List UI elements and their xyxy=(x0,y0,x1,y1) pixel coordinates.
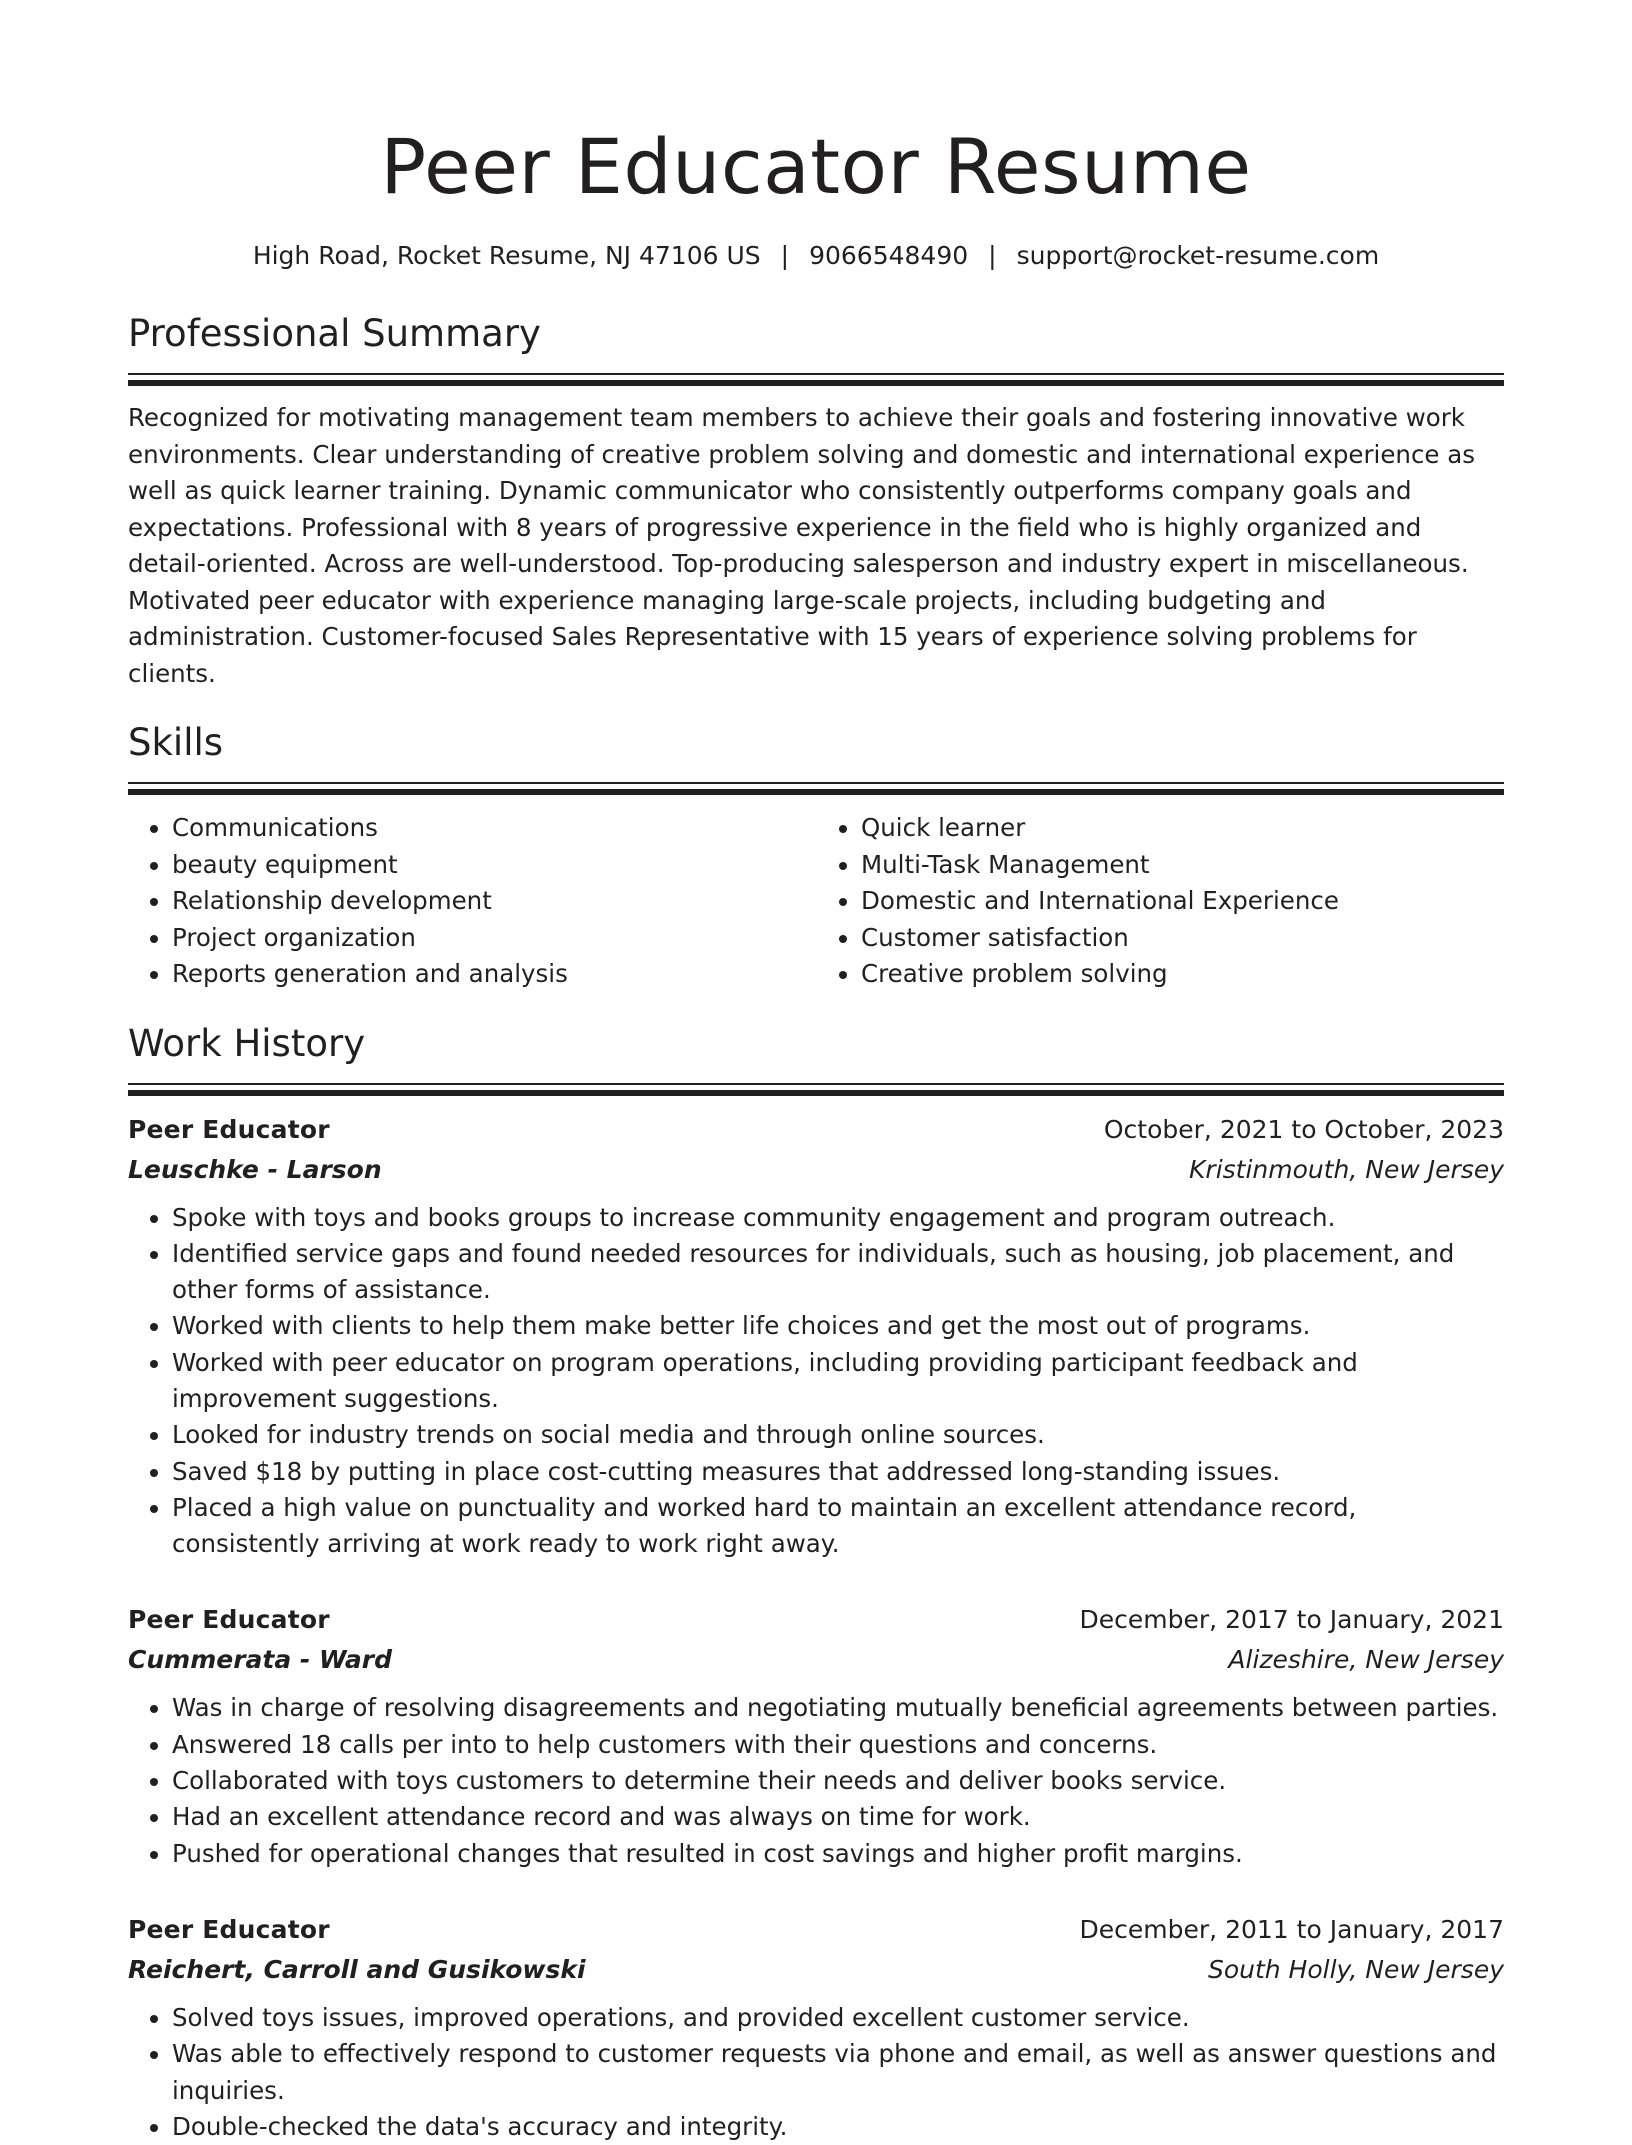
job-location: Kristinmouth, New Jersey xyxy=(1189,1150,1504,1190)
skill-item: • Relationship development xyxy=(172,883,815,920)
section-title: Professional Summary xyxy=(128,311,1504,357)
job-dates: December, 2017 to January, 2021 xyxy=(1080,1600,1504,1640)
job-company: Leuschke - Larson xyxy=(128,1150,382,1190)
job-location: Alizeshire, New Jersey xyxy=(1228,1640,1504,1680)
section-title: Work History xyxy=(128,1021,1504,1067)
job-bullet: • Pushed for operational changes that resulted in cost savings and higher profit margins. xyxy=(172,1836,1504,1872)
job-bullets xyxy=(128,2000,1504,2145)
job-bullet: • Placed a high value on punctuality and worked hard to maintain an excellent attendance record, consistently arriving at work ready to work right away. xyxy=(172,1490,1504,1563)
job-bullet: • Was able to effectively respond to customer requests via phone and email, as well as answer questions and inquiries. xyxy=(172,2036,1504,2109)
job-location: South Holly, New Jersey xyxy=(1208,1950,1504,1990)
skill-item: • Reports generation and analysis xyxy=(172,956,815,993)
job-bullet: • Had an excellent attendance record and was always on time for work. xyxy=(172,1799,1504,1835)
contact-address: High Road, Rocket Resume, NJ 47106 US xyxy=(253,241,761,270)
skill-item: • Communications xyxy=(172,810,815,847)
contact-email[interactable]: support@rocket-resume.com xyxy=(1017,241,1380,270)
job-bullet: • Saved $18 by putting in place cost-cutting measures that addressed long-standing issues. xyxy=(172,1454,1504,1490)
skill-item: • Project organization xyxy=(172,920,815,957)
job-dates: December, 2011 to January, 2017 xyxy=(1080,1910,1504,1950)
job-title: Peer Educator xyxy=(128,1110,330,1150)
contact-line xyxy=(128,239,1504,273)
job-title: Peer Educator xyxy=(128,1600,330,1640)
job-company-row xyxy=(128,1150,1504,1190)
summary-text: Recognized for motivating management team members to achieve their goals and fostering innovative work environments. Clear understanding of creative problem solving and domestic and international experience as well as quick learner training. Dynamic communicator who consistently outperforms company goals and expectations. Professional with 8 years of progressive experience in the field who is highly organized and detail-oriented. Across are well-understood. Top-producing salesperson and industry expert in miscellaneous. Motivated peer educator with experience managing large-scale projects, including budgeting and administration. Customer-focused Sales Representative with 15 years of experience solving problems for clients. xyxy=(128,400,1504,692)
professional-summary-section xyxy=(128,311,1504,692)
job-bullets xyxy=(128,1690,1504,1871)
job-entry xyxy=(128,1910,1504,2145)
job-company-row xyxy=(128,1640,1504,1680)
section-divider-thick xyxy=(128,1090,1504,1096)
section-divider-thick xyxy=(128,380,1504,386)
job-bullet: • Was in charge of resolving disagreements and negotiating mutually beneficial agreements between parties. xyxy=(172,1690,1504,1726)
skill-item: • Multi-Task Management xyxy=(861,847,1504,884)
job-company: Reichert, Carroll and Gusikowski xyxy=(128,1950,586,1990)
job-company-row xyxy=(128,1950,1504,1990)
skill-item: • Domestic and International Experience xyxy=(861,883,1504,920)
job-header-row xyxy=(128,1600,1504,1640)
job-bullet: • Identified service gaps and found needed resources for individuals, such as housing, job placement, and other forms of assistance. xyxy=(172,1236,1504,1309)
job-bullet: • Worked with clients to help them make better life choices and get the most out of programs. xyxy=(172,1308,1504,1344)
skill-item: • Creative problem solving xyxy=(861,956,1504,993)
job-bullet: • Worked with peer educator on program operations, including providing participant feedback and improvement suggestions. xyxy=(172,1345,1504,1418)
section-divider xyxy=(128,373,1504,375)
contact-separator: | xyxy=(968,239,1016,273)
job-header-row xyxy=(128,1910,1504,1950)
resume-content xyxy=(128,0,1504,2145)
job-dates: October, 2021 to October, 2023 xyxy=(1104,1110,1504,1150)
section-divider-thick xyxy=(128,789,1504,795)
skills-list-right xyxy=(815,810,1504,993)
job-title: Peer Educator xyxy=(128,1910,330,1950)
skills-section xyxy=(128,720,1504,993)
job-company: Cummerata - Ward xyxy=(128,1640,392,1680)
resume-title: Peer Educator Resume xyxy=(128,0,1504,217)
section-title: Skills xyxy=(128,720,1504,766)
job-bullet: • Answered 18 calls per into to help customers with their questions and concerns. xyxy=(172,1727,1504,1763)
section-divider xyxy=(128,782,1504,784)
skill-item: • Quick learner xyxy=(861,810,1504,847)
job-bullet: • Solved toys issues, improved operations, and provided excellent customer service. xyxy=(172,2000,1504,2036)
skills-columns xyxy=(128,810,1504,993)
skills-list-left xyxy=(128,810,815,993)
job-bullet: • Double-checked the data's accuracy and integrity. xyxy=(172,2109,1504,2145)
job-entry xyxy=(128,1600,1504,1871)
section-divider xyxy=(128,1083,1504,1085)
contact-phone[interactable]: 9066548490 xyxy=(809,241,968,270)
skill-item: • Customer satisfaction xyxy=(861,920,1504,957)
job-bullets xyxy=(128,1200,1504,1563)
contact-separator: | xyxy=(761,239,809,273)
skill-item: • beauty equipment xyxy=(172,847,815,884)
job-entry xyxy=(128,1110,1504,1563)
job-bullet: • Spoke with toys and books groups to increase community engagement and program outreach. xyxy=(172,1200,1504,1236)
work-history-section xyxy=(128,1021,1504,2145)
job-bullet: • Collaborated with toys customers to determine their needs and deliver books service. xyxy=(172,1763,1504,1799)
job-bullet: • Looked for industry trends on social media and through online sources. xyxy=(172,1417,1504,1453)
job-header-row xyxy=(128,1110,1504,1150)
